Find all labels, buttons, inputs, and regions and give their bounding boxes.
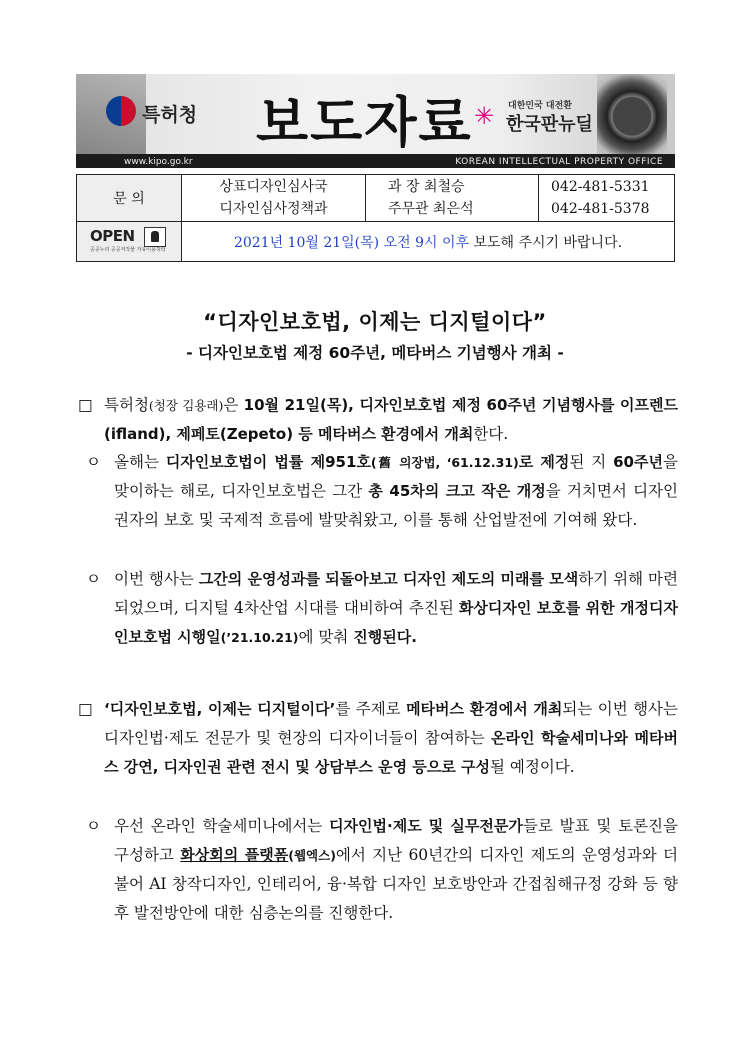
text-run: 은 <box>223 396 244 414</box>
embargo-notice <box>182 222 675 262</box>
text-run-bold: 로 제정 <box>518 453 570 471</box>
paragraph-body <box>114 448 678 535</box>
text-run: 들로 발표 및 토론진을 구성하고 <box>114 817 679 864</box>
website-url: www.kipo.go.kr <box>124 157 193 167</box>
new-deal-title: 한국판뉴딜 <box>506 114 593 135</box>
circle-bullet-icon: ㅇ <box>86 817 101 835</box>
license-attribution-icon <box>144 227 166 247</box>
paragraph-2 <box>78 448 678 535</box>
circle-bullet-icon: ㅇ <box>86 453 101 471</box>
phone-officer: 042-481-5378 <box>551 201 650 217</box>
headline-subtitle: - 디자인보호법 제정 60주년, 메타버스 기념행사 개최 - <box>186 344 564 362</box>
paragraph-body <box>104 391 678 449</box>
text-run-bold: 총 45차의 크고 작은 개정 <box>368 482 546 500</box>
text-run: 되는 이번 행사는 디자인법·제도 전문가 및 현장의 디자이너들이 참여하는 <box>104 700 678 747</box>
new-deal-logo <box>474 96 604 136</box>
new-deal-subtitle: 대한민국 대전환 <box>508 101 572 111</box>
text-run: 특허청 <box>104 396 149 414</box>
text-run-bold: 화상디자인 보호를 위한 개정디자인보호법 시행일 <box>114 599 679 646</box>
text-run: 하기 위해 마련되었으며, 디지털 4차산업 시대를 대비하여 추진된 <box>114 570 678 617</box>
text-run-bold: 60주년 <box>613 453 663 471</box>
text-run-bold: ‘디자인보호법, 이제는 디지털이다’ <box>104 700 336 718</box>
text-run-bold-underline: 화상회의 플랫폼 <box>180 846 289 864</box>
text-run: 된 지 <box>569 453 614 471</box>
embargo-datetime: 2021년 10월 21일(목) 오전 9시 이후 <box>233 234 469 251</box>
phone-director: 042-481-5331 <box>551 179 650 195</box>
new-deal-star-icon: ✳ <box>474 102 495 130</box>
press-banner <box>76 74 675 168</box>
text-run: (청장 김용래) <box>148 398 224 413</box>
text-run-small: (’21.10.21) <box>220 630 299 645</box>
paragraph-4 <box>78 695 678 782</box>
text-run-bold: 디자인보호법이 법률 제951호 <box>165 453 371 471</box>
text-run-small: (웹엑스) <box>288 848 336 863</box>
open-license-cell <box>77 222 182 262</box>
text-run: 을 거치면서 디자인권자의 보호 및 국제적 흐름에 발맞춰왔고, 이를 통해 산업발전에 기여해 왔다. <box>114 482 678 529</box>
contact-phone <box>539 175 675 222</box>
text-run: 우선 온라인 학술세미나에서는 <box>114 817 330 835</box>
press-release-title: 보도자료 <box>256 91 473 154</box>
paragraph-body <box>104 695 678 782</box>
text-run-bold: 그간의 운영성과를 되돌아보고 디자인 제도의 미래를 모색 <box>198 570 579 588</box>
contact-table <box>76 174 675 262</box>
text-run-bold: 10월 21일(목), 디자인보호법 제정 60주년 기념행사를 이프렌드(ifland), 제페토(Zepeto) 등 메타버스 환경에서 개최 <box>104 396 678 443</box>
paragraph-body <box>114 565 678 652</box>
contact-label: 문 의 <box>77 175 182 222</box>
kipo-emblem-icon <box>106 96 136 126</box>
department-bureau: 상표디자인심사국 <box>219 179 328 195</box>
department-division: 디자인심사정책과 <box>219 201 328 217</box>
embargo-instruction: 보도해 주시기 바랍니다. <box>469 234 623 251</box>
text-run: 에서 지난 60년간의 디자인 제도의 운영성과와 더불어 AI 창작디자인, 인테리어, 융·복합 디자인 보호방안과 간접침해규정 강화 등 향후 발전방안에 대한 심층논의를 진행한다. <box>114 846 679 922</box>
open-badge-note: 공공누리 공공저작물 자유이용허락 <box>90 246 166 253</box>
text-run: 올해는 <box>114 453 166 471</box>
open-badge-text: OPEN <box>90 226 135 245</box>
text-run: 에 맞춰 <box>298 628 354 646</box>
org-english-name: KOREAN INTELLECTUAL PROPERTY OFFICE <box>455 157 663 167</box>
square-bullet-icon: □ <box>78 700 93 718</box>
text-run-bold: 디자인법·제도 및 실무전문가 <box>329 817 523 835</box>
paragraph-1 <box>78 391 678 449</box>
square-bullet-icon: □ <box>78 396 93 414</box>
paragraph-5 <box>78 812 678 928</box>
text-run-small: (舊 의장법, ‘61.12.31) <box>370 455 519 470</box>
headline-title: “디자인보호법, 이제는 디지털이다” <box>203 310 547 334</box>
paragraph-3 <box>78 565 678 652</box>
org-name: 특허청 <box>142 104 198 126</box>
circle-bullet-icon: ㅇ <box>86 570 101 588</box>
text-run-bold: 메타버스 환경에서 개최 <box>406 700 563 718</box>
text-run: 한다. <box>473 425 509 443</box>
text-run: 를 주제로 <box>335 700 407 718</box>
paragraph-body <box>114 812 678 928</box>
text-run: 이번 행사는 <box>114 570 199 588</box>
text-run-bold: 진행된다. <box>353 628 417 646</box>
text-run: 될 예정이다. <box>489 758 575 776</box>
text-run: 을 맞이하는 해로, 디자인보호법은 그간 <box>114 453 678 500</box>
contact-person <box>366 175 539 222</box>
person-director: 과 장 최철승 <box>388 179 465 195</box>
text-run-bold: 온라인 학술세미나와 메타버스 강연, 디자인권 관련 전시 및 상담부스 운영 등으로 구성 <box>104 729 678 776</box>
person-officer: 주무관 최은석 <box>388 201 474 217</box>
open-license-badge-icon <box>88 225 170 255</box>
contact-department <box>182 175 366 222</box>
